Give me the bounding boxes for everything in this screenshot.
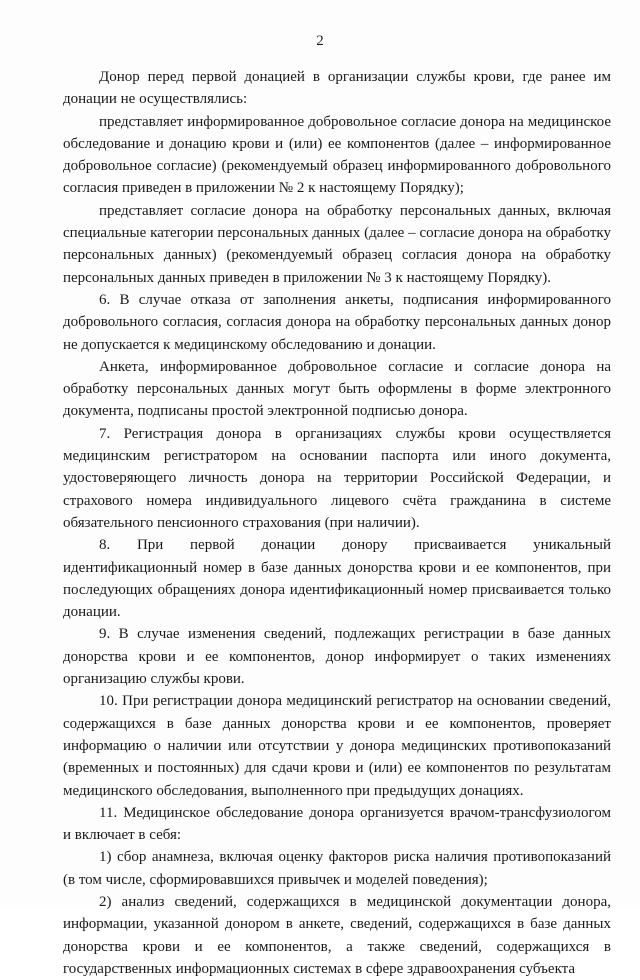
paragraph-item-10: 10. При регистрации донора медицинский регистратор на основании сведений, содержащихся в базе данных донорства крови и ее компонентов, проверяет информацию о наличии или отсутствии у донора медицинских противопоказаний (временных и постоянных) для сдачи крови и (или) ее компонентов по результатам медицинского обследования, выполненного при предыдущих донациях. xyxy=(63,693,611,799)
paragraph-electronic-document: Анкета, информированное добровольное согласие и согласие донора на обработку персональных данных могут быть оформлены в форме электронного документа, подписаны простой электронной подписью донора. xyxy=(63,358,611,420)
paragraph-personal-data-consent: представляет согласие донора на обработку персональных данных, включая специальные категории персональных данных (далее – согласие донора на обработку персональных данных) (рекомендуемый образец согласия донора на обработку персональных данных приведен в приложении № 3 к настоящему Порядку). xyxy=(63,202,611,286)
paragraph-informed-consent: представляет информированное добровольное согласие донора на медицинское обследование и донацию крови и (или) ее компонентов (далее – информированное добровольное согласие) (рекомендуемый образец информированного добровольного согласия приведен в приложении № 2 к настоящему Порядку); xyxy=(63,113,611,197)
paragraph-item-9: 9. В случае изменения сведений, подлежащих регистрации в базе данных донорства крови и ее компонентов, донор информирует о таких изменениях организацию службы крови. xyxy=(63,626,611,688)
paragraph-subitem-2: 2) анализ сведений, содержащихся в медицинской документации донора, информации, указанной донором в анкете, сведений, содержащихся в базе данных донорства крови и ее компонентов, а также сведений, содержащихся в государственных информационных системах в сфере здравоохранения субъекта xyxy=(63,893,611,977)
paragraph-item-8: 8. При первой донации донору присваивается уникальный идентификационный номер в базе данных донорства крови и ее компонентов, при последующих обращениях донора идентификационный номер присваивается только донации. xyxy=(63,537,611,621)
paragraph-item-6: 6. В случае отказа от заполнения анкеты, подписания информированного добровольного согласия, согласия донора на обработку персональных данных донор не допускается к медицинскому обследованию и донации. xyxy=(63,291,611,353)
page-number: 2 xyxy=(316,33,324,49)
paragraph-item-7: 7. Регистрация донора в организациях службы крови осуществляется медицинским регистратором на основании паспорта или иного документа, удостоверяющего личность донора на территории Российской Федерации, и страхового номера индивидуального лицевого счёта гражданина в системе обязательного пенсионного страхования (при наличии). xyxy=(63,425,611,531)
document-body xyxy=(63,66,611,980)
paragraph-item-11: 11. Медицинское обследование донора организуется врачом-трансфузиологом и включает в себя: xyxy=(63,804,611,844)
paragraph-subitem-1: 1) сбор анамнеза, включая оценку факторов риска наличия противопоказаний (в том числе, сформировавшихся привычек и моделей поведения); xyxy=(63,849,611,888)
paragraph-donor-first-donation: Донор перед первой донацией в организации службы крови, где ранее им донации не осуществлялись: xyxy=(63,69,611,108)
